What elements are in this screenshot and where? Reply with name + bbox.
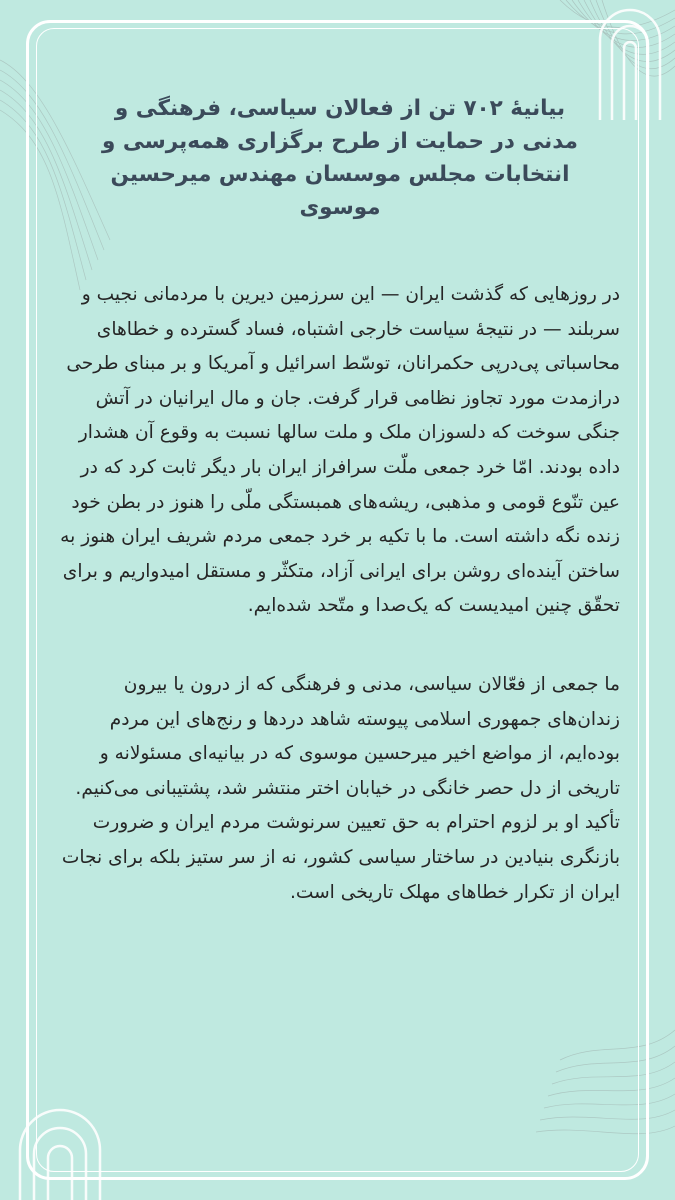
paragraph-1: در روزهایی که گذشت ایران — این سرزمین دیرین با مردمانی نجیب و سربلند — در نتیجهٔ سیاست خارجی اشتباه، فساد گسترده و خطاهای محاسباتی پی‌درپی حکمرانان، توسّط اسرائیل و آمریکا و بر مبنای طرحی درازمدت مورد تجاوز نظامی قرار گرفت. جان و مال ایرانیان در آتش جنگی سوخت که دلسوزان ملک و ملت سالها نسبت به وقوع آن هشدار داده بودند. امّا خرد جمعی ملّت سرافراز ایران بار دیگر ثابت کرد که در عین تنّوع قومی و مذهبی، ریشه‌های همبستگی ملّی را هنوز در بطن خود زنده نگه داشته است. ما با تکیه بر خرد جمعی مردم شریف ایران هنوز به ساختن آینده‌ای روشن برای ایرانی آزاد، متکثّر و مستقل امیدواریم و برای تحقّق چنین امیدیست که یک‌صدا و متّحد شده‌ایم. — [60, 284, 620, 617]
paragraph-gap — [60, 624, 620, 668]
statement-content — [60, 92, 620, 910]
statement-title: بیانیهٔ ۷۰۲ تن از فعالان سیاسی، فرهنگی و مدنی در حمایت از طرح برگزاری همه‌پرسی و انتخابات مجلس موسسان مهندس میرحسین موسوی — [102, 96, 578, 220]
paragraph-2: ما جمعی از فعّالان سیاسی، مدنی و فرهنگی که از درون یا بیرون زندان‌های جمهوری اسلامی پیوسته شاهد دردها و رنج‌های این مردم بوده‌ایم، از مواضع اخیر میرحسین موسوی که در بیانیه‌ای مسئولانه و تاریخی از دل حصر خانگی در خیابان اختر منتشر شد، پشتیبانی می‌کنیم. تأکید او بر لزوم احترام به حق تعیین سرنوشت مردم ایران و ضرورت بازنگری بنیادین در ساختار سیاسی کشور، نه از سر ستیز بلکه برای نجات ایران از تکرار خطاهای مهلک تاریخی است. — [61, 673, 620, 903]
